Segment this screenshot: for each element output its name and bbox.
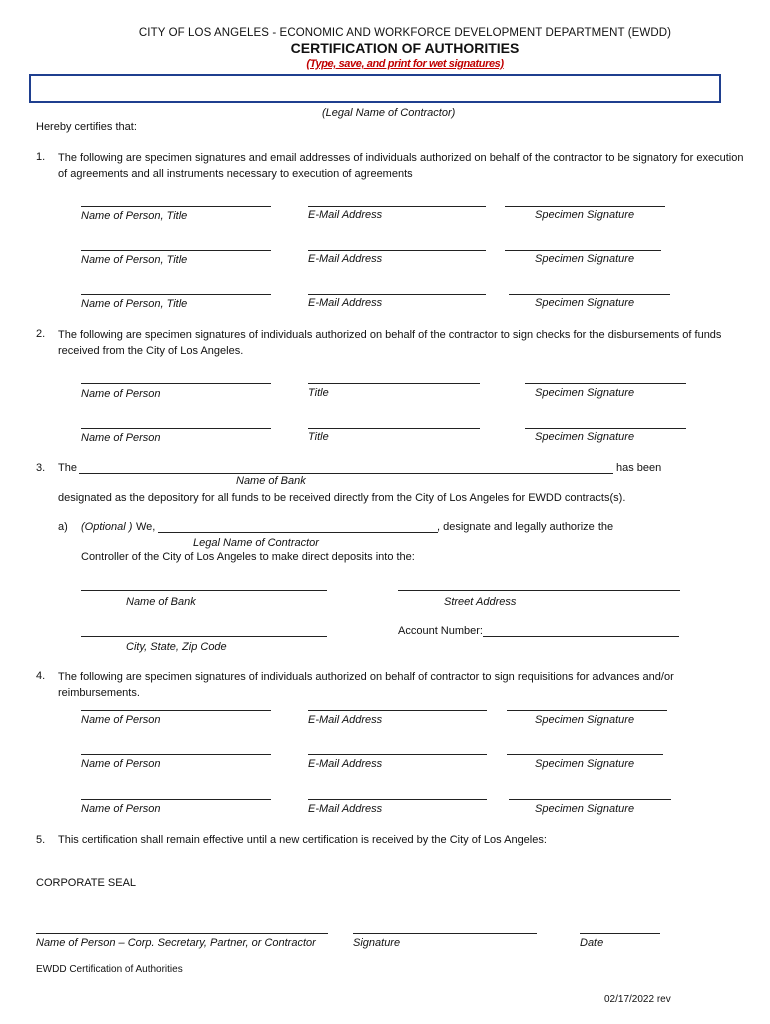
section-4-number: 4.	[36, 670, 46, 682]
name-label: Name of Person	[81, 432, 161, 444]
email-label: E-Mail Address	[308, 714, 383, 726]
email-label: E-Mail Address	[308, 803, 383, 815]
email-line[interactable]	[308, 799, 487, 800]
email-label: E-Mail Address	[308, 253, 383, 265]
city-state-zip-line[interactable]	[81, 636, 327, 637]
title-line[interactable]	[308, 383, 480, 384]
section-5-number: 5.	[36, 834, 46, 846]
form-name-footer: EWDD Certification of Authorities	[36, 964, 183, 975]
signature-label: Specimen Signature	[535, 431, 635, 443]
name-title-label: Name of Person, Title	[81, 254, 188, 266]
signature-line[interactable]	[507, 754, 663, 755]
account-number-label: Account Number:	[398, 625, 483, 637]
signature-label: Specimen Signature	[535, 387, 635, 399]
name-label: Name of Person	[81, 803, 161, 815]
signature-line[interactable]	[525, 383, 686, 384]
signature-line[interactable]	[509, 294, 670, 295]
deposit-bank-name-line[interactable]	[81, 590, 327, 591]
contractor-name-line[interactable]	[158, 532, 438, 533]
date-line[interactable]	[580, 933, 660, 934]
designate-text: , designate and legally authorize the	[437, 521, 614, 533]
email-line[interactable]	[308, 754, 487, 755]
name-title-label: Name of Person, Title	[81, 210, 188, 222]
legal-name-label: (Legal Name of Contractor)	[322, 107, 456, 119]
signature-label: Specimen Signature	[535, 253, 635, 265]
signature-line[interactable]	[505, 206, 665, 207]
city-state-zip-label: City, State, Zip Code	[126, 641, 227, 653]
name-label: Name of Person	[81, 714, 161, 726]
title-label: Title	[308, 387, 329, 399]
name-title-line[interactable]	[81, 294, 271, 295]
signature-line[interactable]	[507, 710, 667, 711]
section-2-number: 2.	[36, 328, 46, 340]
section-1-text: The following are specimen signatures and email addresses of individuals authorized on behalf of the contractor to be signatory for execution of agreements and all instruments necessary to execution of agreements	[58, 152, 744, 180]
signature-line[interactable]	[505, 250, 661, 251]
name-line[interactable]	[81, 799, 271, 800]
controller-text: Controller of the City of Los Angeles to make direct deposits into the:	[81, 551, 415, 563]
signature-label: Specimen Signature	[535, 758, 635, 770]
corporate-officer-name-label: Name of Person – Corp. Secretary, Partner, or Contractor	[36, 937, 316, 949]
legal-name-of-contractor-label: Legal Name of Contractor	[193, 537, 319, 549]
department-heading: CITY OF LOS ANGELES - ECONOMIC AND WORKFORCE DEVELOPMENT DEPARTMENT (EWDD)	[138, 27, 672, 39]
name-line[interactable]	[81, 754, 271, 755]
email-line[interactable]	[308, 294, 486, 295]
name-line[interactable]	[81, 710, 271, 711]
signature-label: Specimen Signature	[535, 297, 635, 309]
corporate-officer-name-line[interactable]	[36, 933, 328, 934]
email-line[interactable]	[308, 250, 486, 251]
signature-label: Specimen Signature	[535, 714, 635, 726]
form-instruction: (Type, save, and print for wet signatures)	[306, 58, 504, 70]
section-5-text: This certification shall remain effective until a new certification is received by the City of Los Angeles:	[58, 834, 547, 846]
depository-text: designated as the depository for all funds to be received directly from the City of Los Angeles for EWDD contracts(s).	[58, 492, 626, 504]
name-line[interactable]	[81, 428, 271, 429]
subsection-a-label: a)	[58, 521, 68, 533]
deposit-bank-name-label: Name of Bank	[126, 596, 196, 608]
account-number-line[interactable]	[483, 636, 679, 637]
date-label: Date	[580, 937, 604, 949]
corporate-seal-label: CORPORATE SEAL	[36, 877, 137, 889]
email-line[interactable]	[308, 710, 487, 711]
section-1-number: 1.	[36, 151, 46, 163]
email-line[interactable]	[308, 206, 486, 207]
hereby-certifies-text: Hereby certifies that:	[36, 121, 137, 133]
signature-line[interactable]	[509, 799, 671, 800]
street-address-line[interactable]	[398, 590, 680, 591]
name-title-label: Name of Person, Title	[81, 298, 188, 310]
revision-date: 02/17/2022 rev	[604, 994, 671, 1005]
email-label: E-Mail Address	[308, 758, 383, 770]
email-label: E-Mail Address	[308, 297, 383, 309]
signature-label: Specimen Signature	[535, 803, 635, 815]
section-3-the: The	[58, 462, 77, 474]
legal-name-of-contractor-field[interactable]	[29, 74, 721, 103]
street-address-label: Street Address	[444, 596, 517, 608]
name-title-line[interactable]	[81, 206, 271, 207]
email-label: E-Mail Address	[308, 209, 383, 221]
name-label: Name of Person	[81, 758, 161, 770]
form-title: CERTIFICATION OF AUTHORITIES	[290, 40, 520, 56]
title-line[interactable]	[308, 428, 480, 429]
officer-signature-label: Signature	[353, 937, 401, 949]
officer-signature-line[interactable]	[353, 933, 537, 934]
section-4-text: The following are specimen signatures of individuals authorized on behalf of contractor to sign requisitions for advances and/or reimbursements.	[58, 671, 674, 699]
section-3-number: 3.	[36, 462, 46, 474]
we-text: We,	[136, 521, 156, 533]
bank-name-line[interactable]	[79, 473, 613, 474]
signature-line[interactable]	[525, 428, 686, 429]
title-label: Title	[308, 431, 329, 443]
name-title-line[interactable]	[81, 250, 271, 251]
has-been-text: has been	[616, 462, 662, 474]
name-label: Name of Person	[81, 388, 161, 400]
signature-label: Specimen Signature	[535, 209, 635, 221]
optional-label: (Optional )	[81, 521, 133, 533]
name-of-bank-label: Name of Bank	[236, 475, 306, 487]
name-line[interactable]	[81, 383, 271, 384]
section-2-text: The following are specimen signatures of individuals authorized on behalf of the contractor to sign checks for the disbursements of funds received from the City of Los Angeles.	[58, 329, 722, 357]
